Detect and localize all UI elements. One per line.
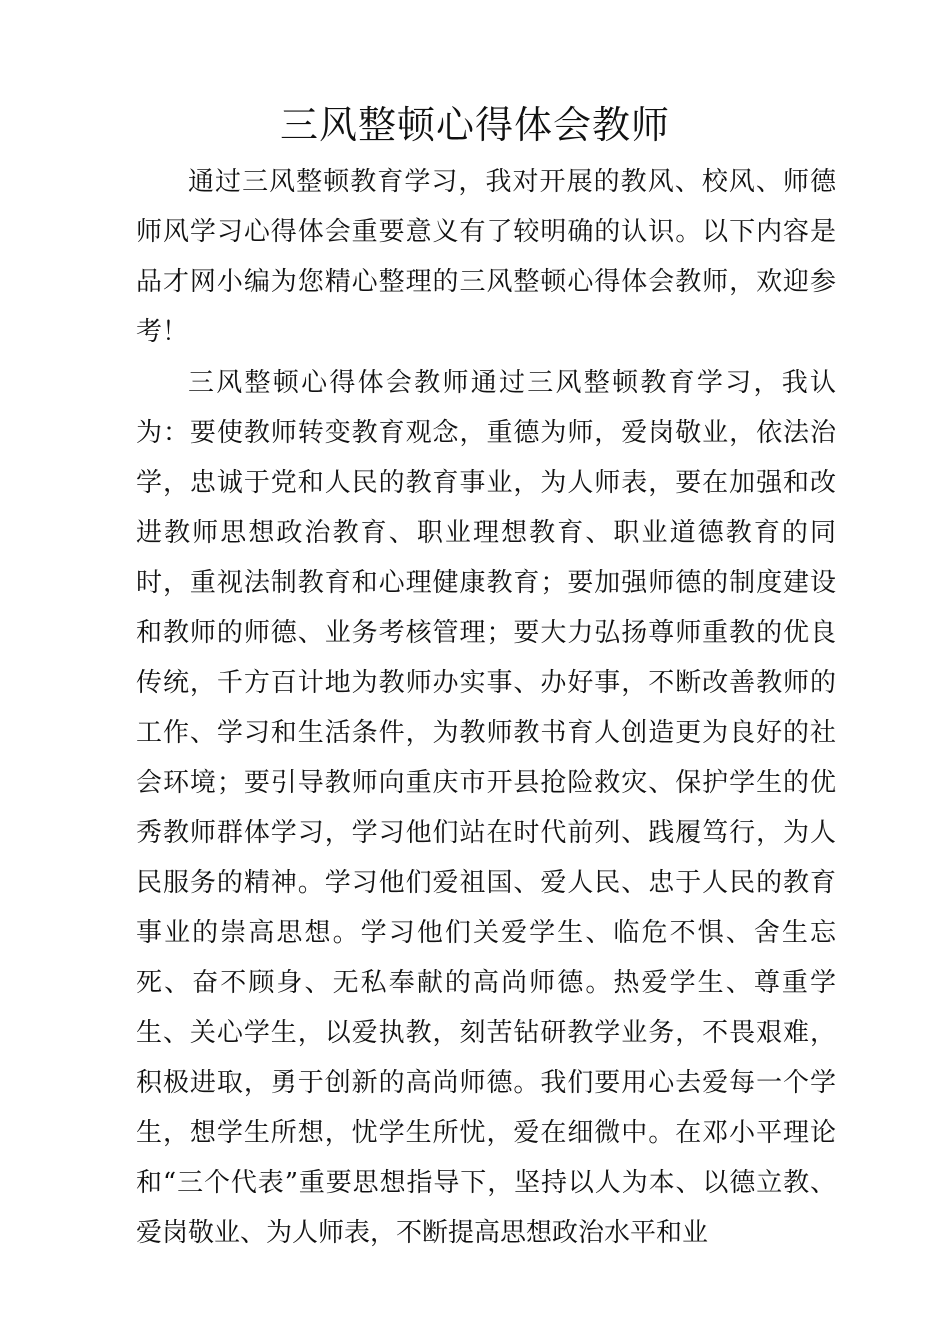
body-paragraph: 三风整顿心得体会教师通过三风整顿教育学习，我认为：要使教师转变教育观念，重德为师，爱岗敬业，依法治学，忠诚于党和人民的教育事业，为人师表，要在加强和改进教师思想政治教育、职业理想教育、职业道德教育的同时，重视法制教育和心理健康教育；要加强师德的制度建设和教师的师德、业务考核管理；要大力弘扬尊师重教的优良传统，千方百计地为教师办实事、办好事，不断改善教师的工作、学习和生活条件，为教师教书育人创造更为良好的社会环境；要引导教师向重庆市开县抢险救灾、保护学生的优秀教师群体学习，学习他们站在时代前列、践履笃行，为人民服务的精神。学习他们爱祖国、爱人民、忠于人民的教育事业的崇高思想。学习他们关爱学生、临危不惧、舍生忘死、奋不顾身、无私奉献的高尚师德。热爱学生、尊重学生、关心学生，以爱执教，刻苦钻研教学业务，不畏艰难，积极进取，勇于创新的高尚师德。我们要用心去爱每一个学生，想学生所想，忧学生所忧，爱在细微中。在邓小平理论和“三个代表”重要思想指导下，坚持以人为本、以德立教、爱岗敬业、为人师表，不断提高思想政治水平和业 (136, 368, 836, 1248)
document-title: 三风整顿心得体会教师 (279, 103, 670, 147)
intro-paragraph: 通过三风整顿教育学习，我对开展的教风、校风、师德师风学习心得体会重要意义有了较明确的认识。以下内容是品才网小编为您精心整理的三风整顿心得体会教师，欢迎参考！ (136, 167, 836, 347)
